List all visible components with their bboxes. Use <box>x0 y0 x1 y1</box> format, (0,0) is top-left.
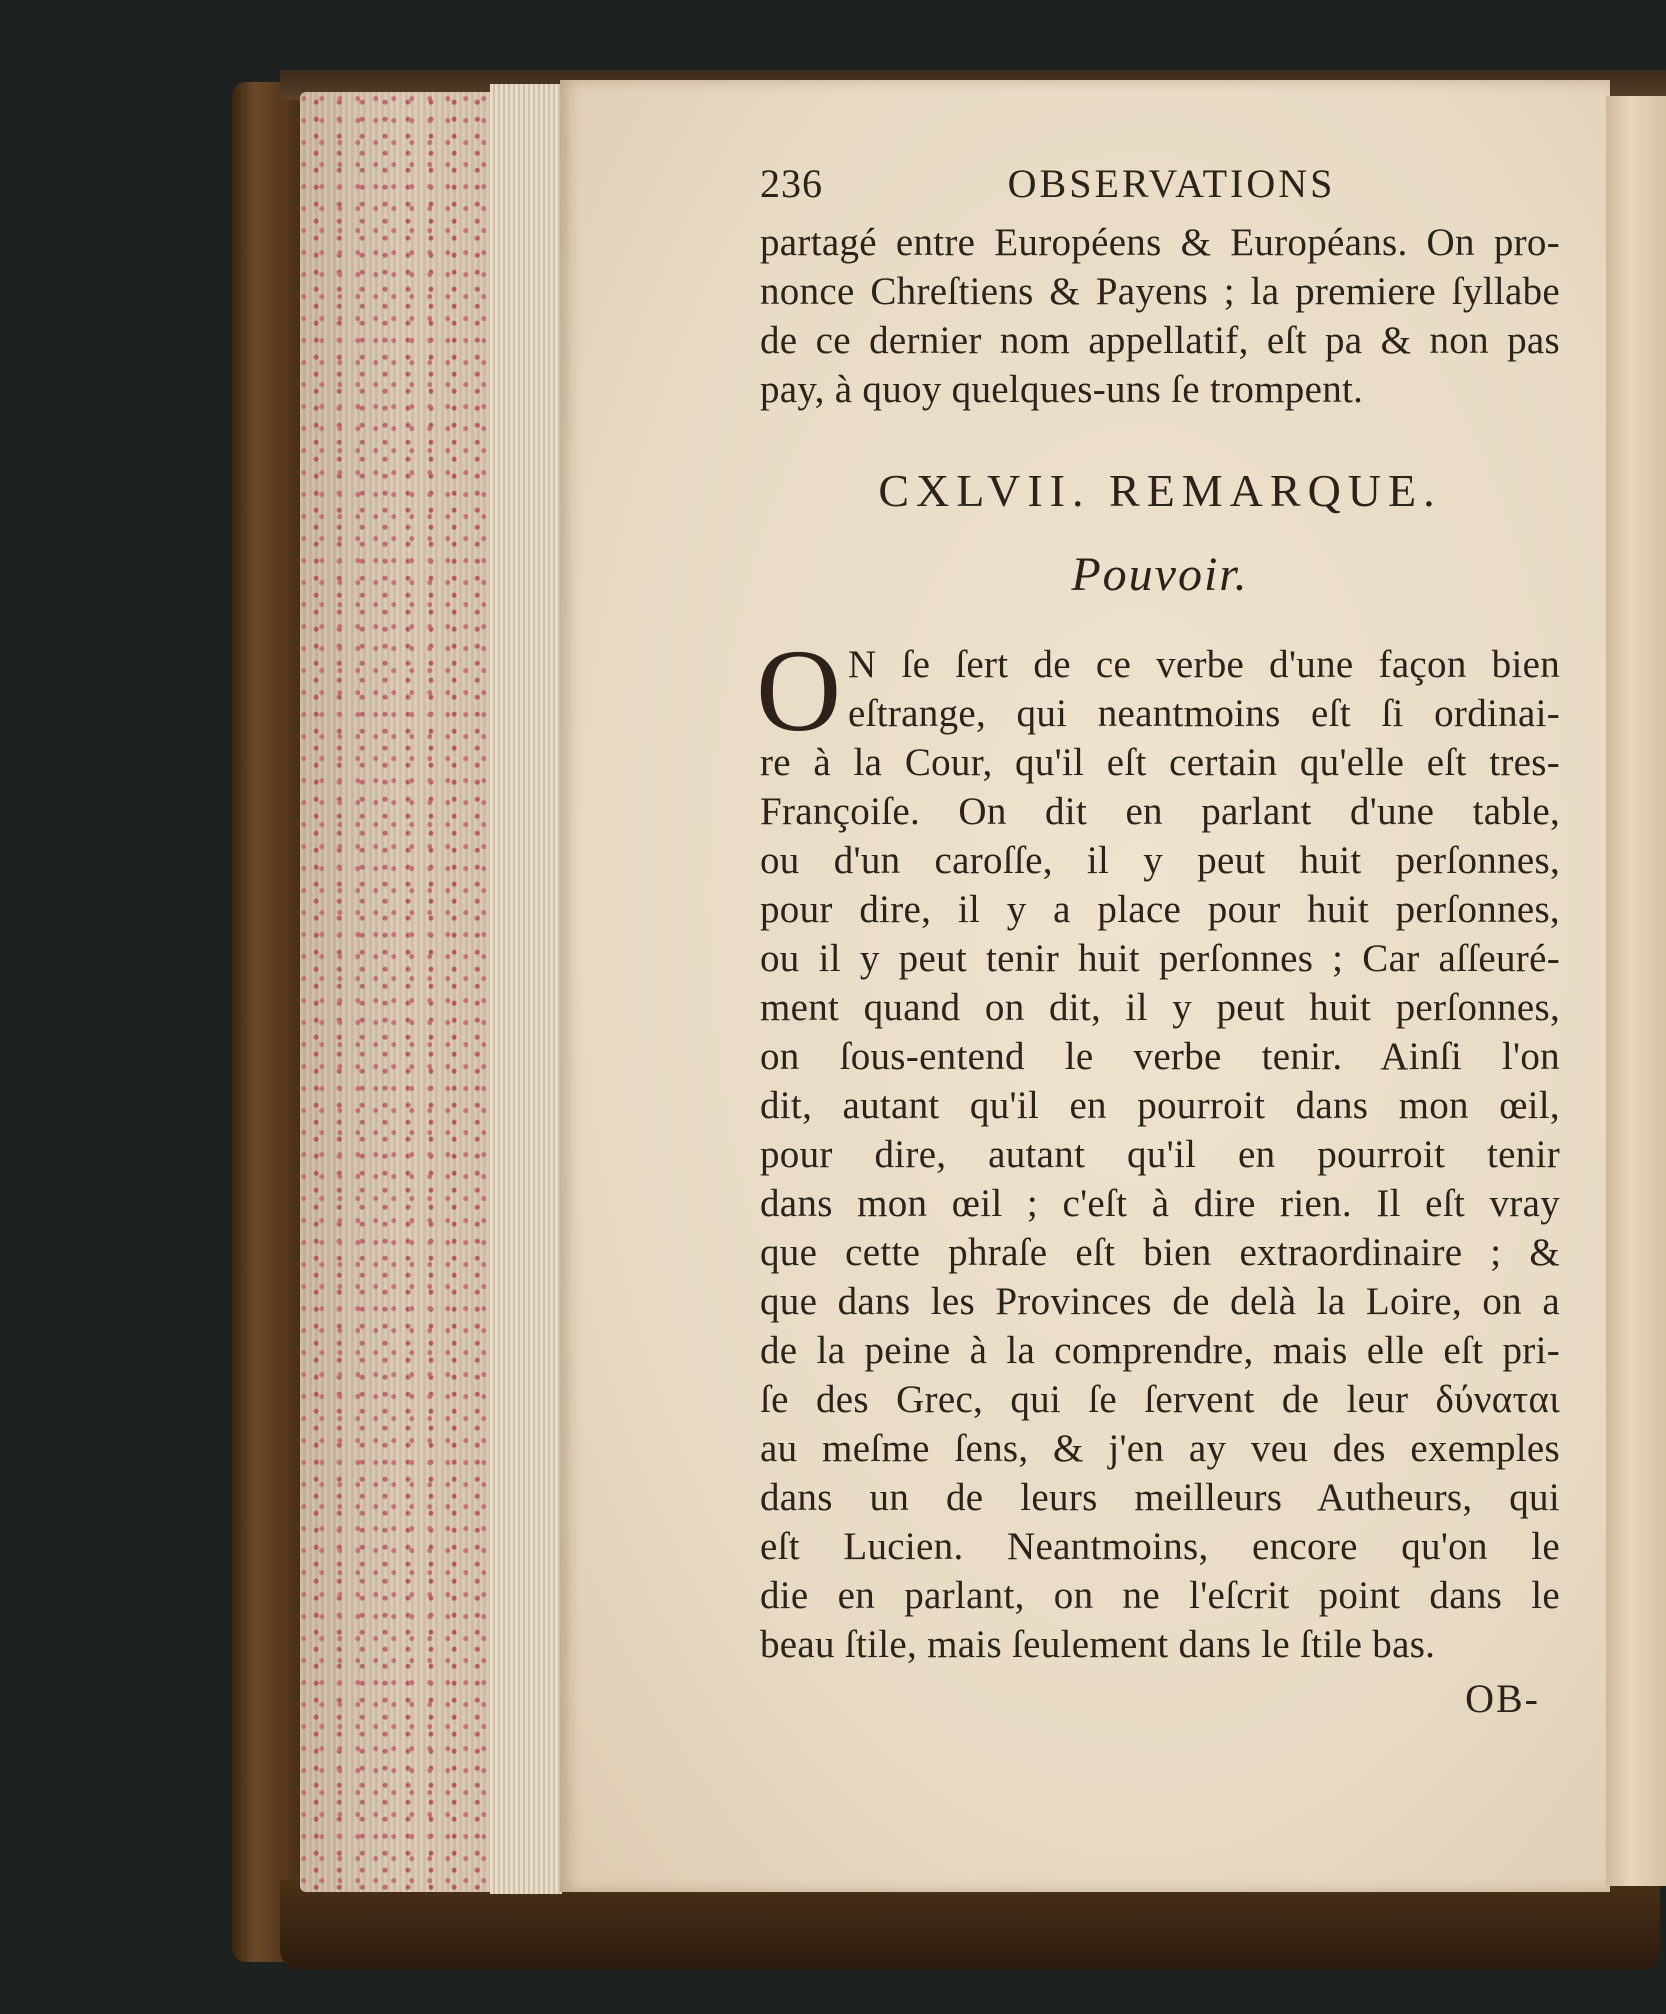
catchword: OB- <box>1465 1676 1540 1721</box>
text-line: ou il y peut tenir huit perſonnes ; Car aſſeuré- <box>760 937 1560 980</box>
text-line: pour dire, il y a place pour huit perſonnes, <box>760 888 1560 931</box>
running-header <box>760 160 1560 218</box>
text-line: de ce dernier nom appellatif, eſt pa & non pas <box>760 319 1560 362</box>
remark-paragraph <box>756 625 1560 1669</box>
text-line: dans un de leurs meilleurs Autheurs, qui <box>760 1476 1560 1519</box>
text-line: ſe des Grec, qui ſe ſervent de leur δύναται <box>760 1378 1560 1421</box>
text-line: Françoiſe. On dit en parlant d'une table, <box>760 790 1560 833</box>
text-line: re à la Cour, qu'il eſt certain qu'elle eſt tres- <box>760 741 1560 784</box>
drop-cap: O <box>756 625 842 756</box>
text-line: nonce Chreſtiens & Payens ; la premiere ſyllabe <box>760 270 1560 313</box>
text-line: partagé entre Européens & Européans. On pro- <box>760 221 1560 264</box>
text-line: dit, autant qu'il en pourroit dans mon œil, <box>760 1084 1560 1127</box>
text-line: de la peine à la comprendre, mais elle eſt pri- <box>760 1329 1560 1372</box>
text-line: eſt Lucien. Neantmoins, encore qu'on le <box>760 1525 1560 1568</box>
facing-page-edge <box>1606 96 1666 1886</box>
text-line: dans mon œil ; c'eſt à dire rien. Il eſt vray <box>760 1182 1560 1225</box>
text-line: pour dire, autant qu'il en pourroit tenir <box>760 1133 1560 1176</box>
text-line: eſtrange, qui neantmoins eſt ſi ordinai- <box>848 692 1560 735</box>
text-line: que cette phraſe eſt bien extraordinaire ; & <box>760 1231 1560 1274</box>
text-line: au meſme ſens, & j'en ay veu des exemples <box>760 1427 1560 1470</box>
text-line: que dans les Provinces de delà la Loire, on a <box>760 1280 1560 1323</box>
text-line: ou d'un caroſſe, il y peut huit perſonnes, <box>760 839 1560 882</box>
text-line: pay, à quoy quelques-uns ſe trompent. <box>760 368 1364 411</box>
text-line: beau ſtile, mais ſeulement dans le ſtile bas. <box>760 1623 1436 1666</box>
page-text-block <box>756 160 1560 1729</box>
running-title: OBSERVATIONS <box>1007 161 1336 206</box>
page-number: 236 <box>760 161 823 206</box>
book-cover-bottom-edge <box>280 1880 1660 1970</box>
page-edges-inner <box>490 84 562 1894</box>
text-line: die en parlant, on ne l'eſcrit point dans le <box>760 1574 1560 1617</box>
remark-heading: CXLVII. REMARQUE. <box>878 465 1442 516</box>
text-line: N ſe ſert de ce verbe d'une façon bien <box>848 643 1560 686</box>
remark-title: Pouvoir. <box>1071 548 1249 601</box>
top-paragraph <box>760 218 1560 414</box>
text-line: on ſous-entend le verbe tenir. Ainſi l'on <box>760 1035 1560 1078</box>
text-line: ment quand on dit, il y peut huit perſonnes, <box>760 986 1560 1029</box>
